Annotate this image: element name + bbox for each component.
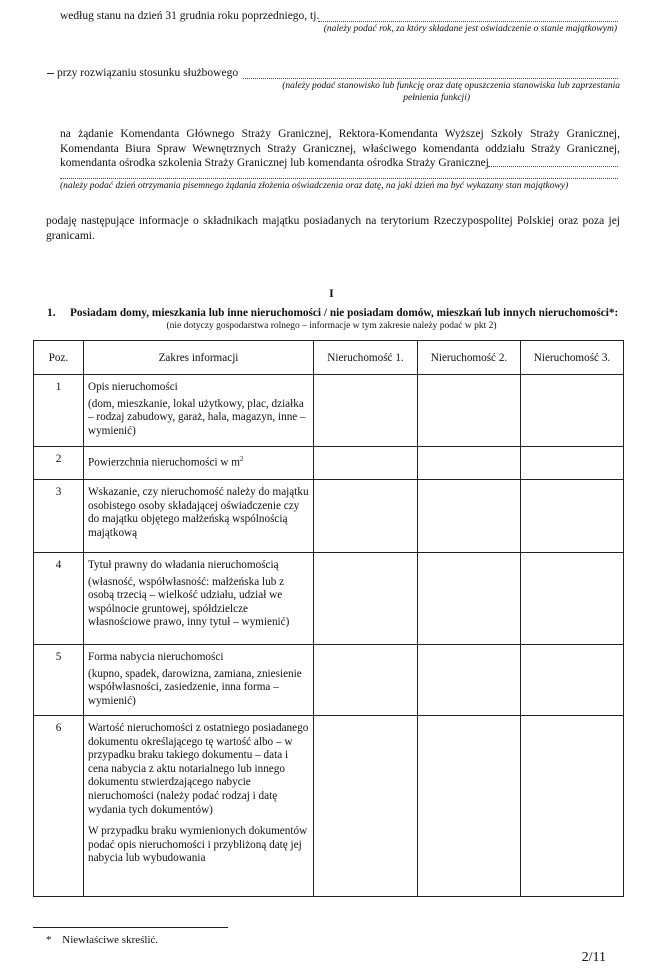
- cell-property-3[interactable]: [521, 480, 624, 553]
- superscript: 2: [239, 455, 244, 463]
- cell-property-1[interactable]: [314, 553, 418, 645]
- footnote-mark: *: [46, 934, 52, 946]
- row-number: 4: [34, 553, 84, 645]
- cell-property-3[interactable]: [521, 716, 624, 897]
- row-sub-text: (kupno, spadek, darowizna, zamiana, zniesienie współwłasności, zasiedzenie, inna forma – wymienić): [88, 667, 302, 707]
- table-row: [34, 645, 624, 716]
- option-demand-field-b[interactable]: [60, 178, 618, 179]
- section-heading: I: [329, 286, 334, 300]
- table-row: [34, 480, 624, 553]
- option-demand-note: (należy podać dzień otrzymania pisemnego żądania złożenia oświadczenia oraz datę, na jaki dzień ma być wykazany stan majątkowy): [60, 181, 569, 191]
- cell-property-2[interactable]: [418, 480, 521, 553]
- cell-property-1[interactable]: [314, 375, 418, 447]
- row-description: [84, 480, 314, 553]
- option-termination-label: [47, 67, 238, 79]
- header-property-1: Nieruchomość 1.: [314, 341, 418, 375]
- row-description: [84, 553, 314, 645]
- option-demand-field-a[interactable]: [488, 166, 618, 167]
- row-number: 1: [34, 375, 84, 447]
- cell-property-2[interactable]: [418, 375, 521, 447]
- row-main-text: Tytuł prawny do władania nieruchomością: [88, 559, 279, 571]
- cell-property-3[interactable]: [521, 645, 624, 716]
- cell-property-1[interactable]: [314, 447, 418, 480]
- row-description: [84, 447, 314, 480]
- cell-property-2[interactable]: [418, 716, 521, 897]
- table-row: [34, 375, 624, 447]
- page-number: 2/11: [581, 950, 606, 965]
- row-number: 5: [34, 645, 84, 716]
- cell-property-3[interactable]: [521, 553, 624, 645]
- table-row: [34, 553, 624, 645]
- footnote: [46, 934, 158, 946]
- option-demand-label: na żądanie Komendanta Głównego Straży Granicznej, Rektora-Komendanta Wyższej Szkoły Straży Granicznej, Komendanta Biura Spraw Wewnętrznych Straży Granicznej, właściwego komendanta oddziału Straży Granicznej, komendanta ośrodka szkolenia Straży Granicznej lub komendanta ośrodka Straży Granicznej: [60, 128, 620, 169]
- header-property-3: Nieruchomość 3.: [521, 341, 624, 375]
- option-year-field[interactable]: [318, 21, 618, 22]
- row-sub-text: (własność, współwłasność: małżeńska lub z osobą trzecią – wielkość udziału, udział we wspólnocie gruntowej, spółdzielcze własnościowe prawo, inny tytuł – wymienić): [88, 575, 290, 629]
- header-pos: Poz.: [34, 341, 84, 375]
- cell-property-3[interactable]: [521, 375, 624, 447]
- cell-property-2[interactable]: [418, 645, 521, 716]
- item-number: 1.: [47, 307, 56, 319]
- option-termination-note-a: (należy podać stanowisko lub funkcję oraz datę opuszczenia stanowiska lub zaprzestania: [282, 81, 620, 91]
- row-number: 2: [34, 447, 84, 480]
- cell-property-1[interactable]: [314, 645, 418, 716]
- option-termination-text: przy rozwiązaniu stosunku służbowego: [57, 67, 239, 79]
- strike-dash: [47, 73, 54, 74]
- cell-property-2[interactable]: [418, 553, 521, 645]
- option-year-label: według stanu na dzień 31 grudnia roku poprzedniego, tj.: [60, 10, 320, 22]
- intro-text: podaję następujące informacje o składnikach majątku posiadanych na terytorium Rzeczypospolitej Polskiej oraz poza jej granicami.: [46, 215, 620, 242]
- row-main-text: Wskazanie, czy nieruchomość należy do majątku osobistego osoby składającej oświadczenie czy do majątku objętego małżeńską wspólnością majątkową: [88, 486, 309, 539]
- row-main-text: Wartość nieruchomości z ostatniego posiadanego dokumentu określającego tę wartość albo – w przypadku braku takiego dokumentu – data i cena nabycia z aktu notarialnego lub innego dokumentu stwierdzającego nabycie nieruchomości (należy podać rodzaj i datę wydania tych dokumentów): [88, 722, 309, 816]
- cell-property-2[interactable]: [418, 447, 521, 480]
- row-main-text: Opis nieruchomości: [88, 381, 178, 393]
- row-main-text: Powierzchnia nieruchomości w m: [88, 456, 240, 469]
- row-description: [84, 716, 314, 897]
- row-description: [84, 375, 314, 447]
- option-year-note: (należy podać rok, za który składane jest oświadczenie o stanie majątkowym): [323, 24, 617, 34]
- row-main-text: Forma nabycia nieruchomości: [88, 651, 224, 663]
- header-property-2: Nieruchomość 2.: [418, 341, 521, 375]
- option-termination-field[interactable]: [243, 78, 618, 79]
- row-sub-text: (dom, mieszkanie, lokal użytkowy, plac, działka – rodzaj zabudowy, garaż, hala, magazyn, inne – wymienić): [88, 397, 306, 437]
- footnote-divider: [33, 927, 228, 928]
- header-scope: Zakres informacji: [84, 341, 314, 375]
- row-number: 3: [34, 480, 84, 553]
- row-sub-text: W przypadku braku wymienionych dokumentów podać opis nieruchomości i przybliżoną datę jej nabycia lub wybudowania: [88, 825, 308, 865]
- cell-property-1[interactable]: [314, 716, 418, 897]
- table-row: [34, 447, 624, 480]
- item-title: Posiadam domy, mieszkania lub inne nieruchomości / nie posiadam domów, mieszkań lub innych nieruchomości*:: [70, 307, 619, 319]
- table-header-row: [34, 341, 624, 375]
- footnote-text: Niewłaściwe skreślić.: [62, 934, 159, 946]
- cell-property-1[interactable]: [314, 480, 418, 553]
- property-table: [33, 340, 624, 897]
- row-description: [84, 645, 314, 716]
- option-termination-note-b: pełnienia funkcji): [403, 93, 470, 103]
- row-number: 6: [34, 716, 84, 897]
- table-row: [34, 716, 624, 897]
- item-subtitle: (nie dotyczy gospodarstwa rolnego – informacje w tym zakresie należy podać w pkt 2): [166, 321, 497, 331]
- cell-property-3[interactable]: [521, 447, 624, 480]
